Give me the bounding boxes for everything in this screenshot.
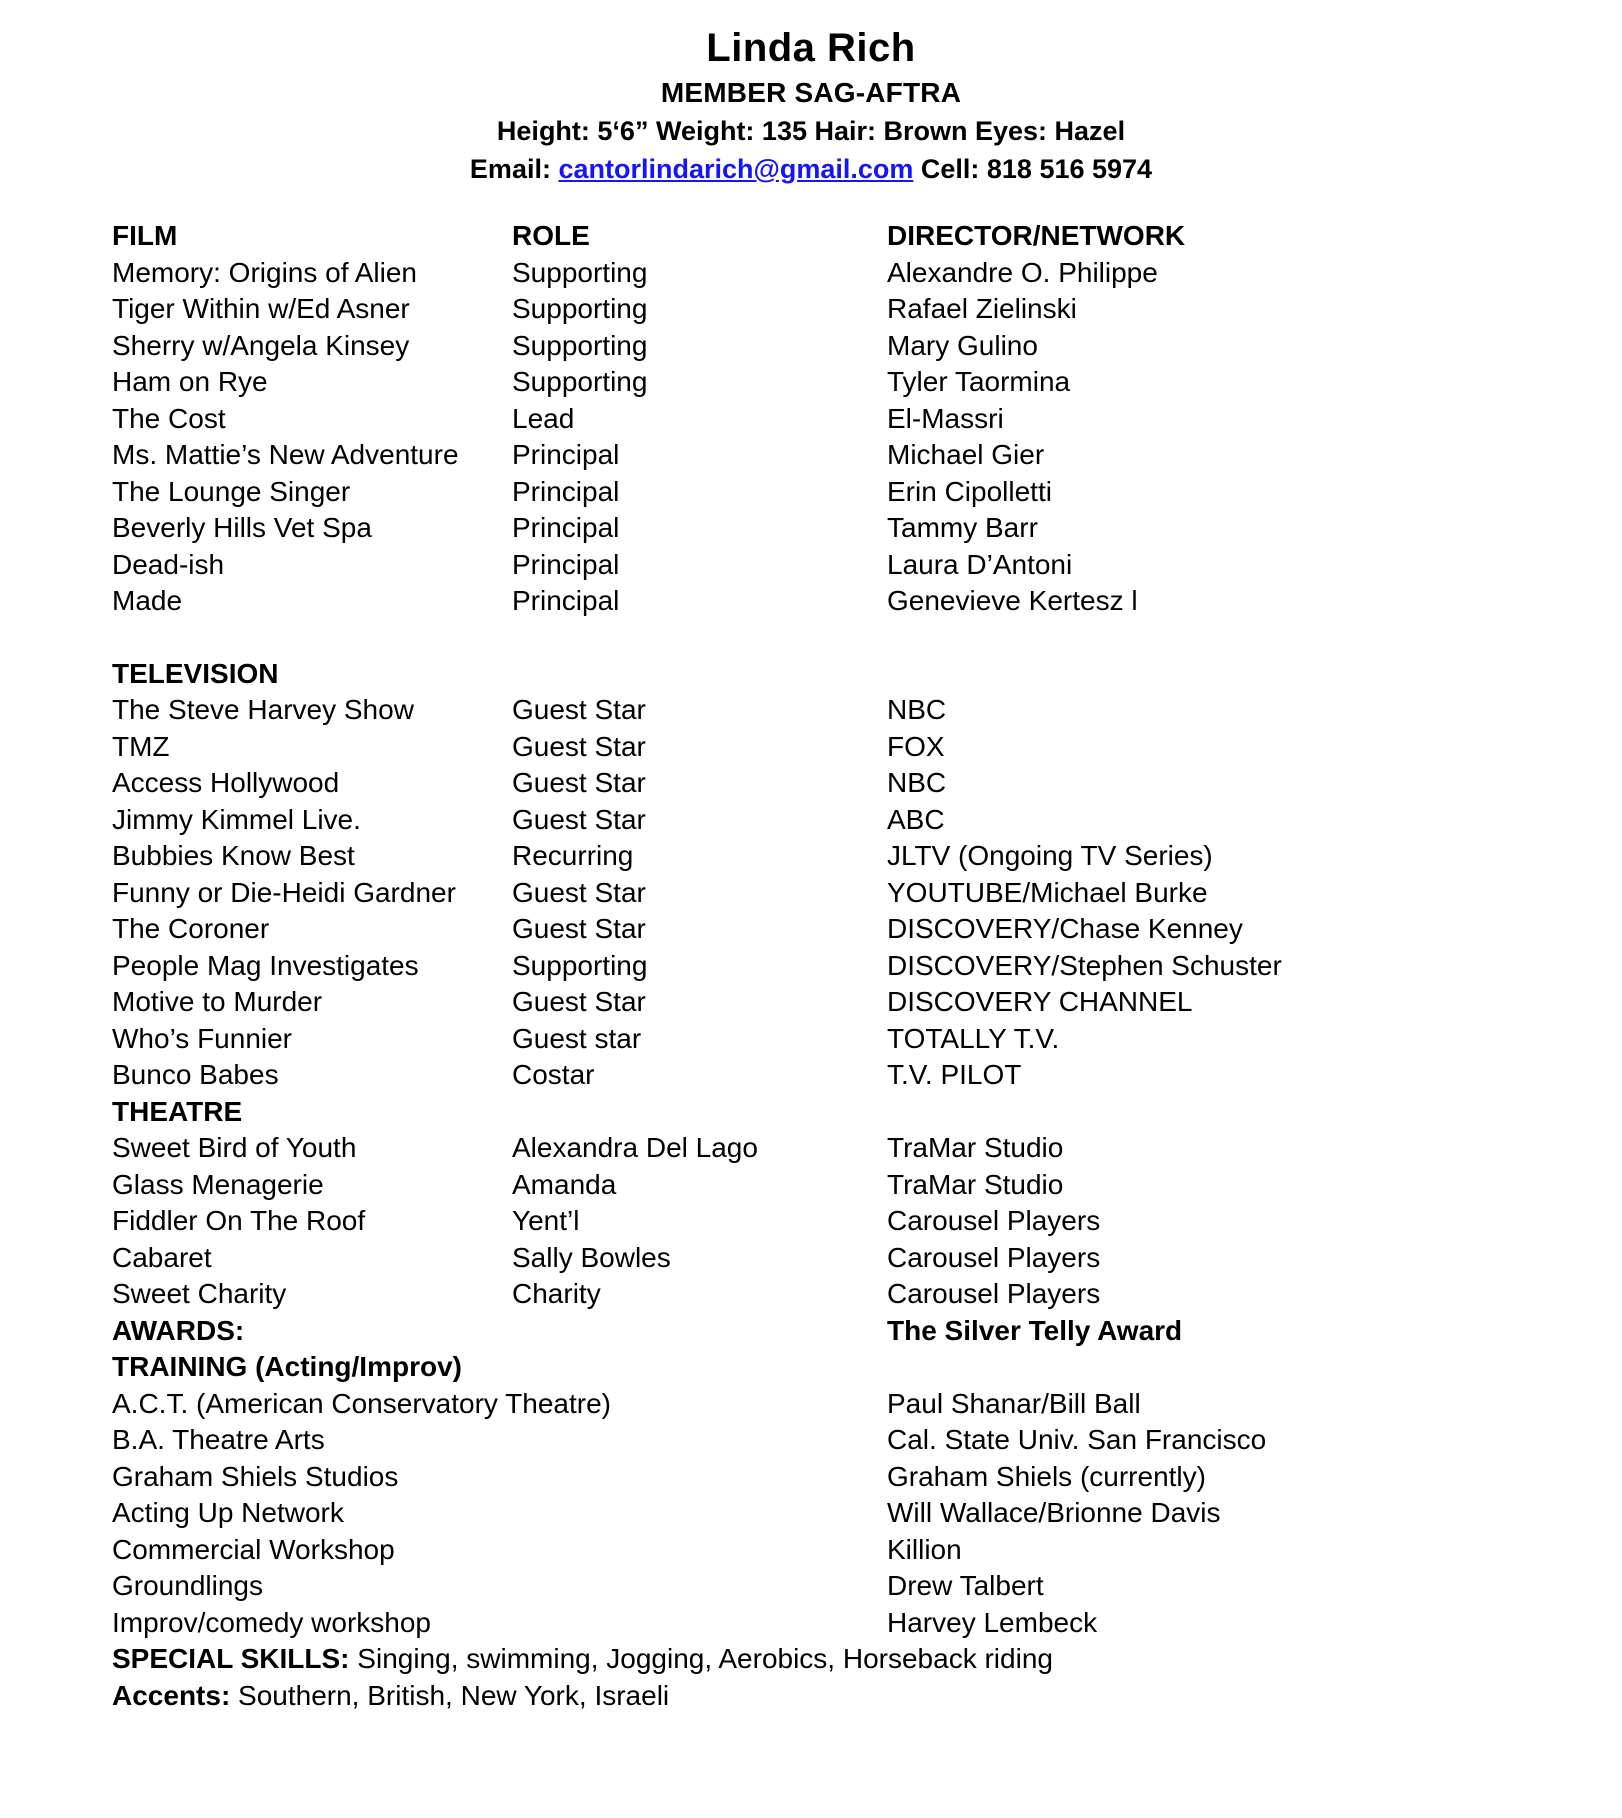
training-credit: Killion: [887, 1533, 962, 1565]
table-row: [112, 1057, 1562, 1094]
credit-network: DISCOVERY CHANNEL: [887, 986, 1193, 1017]
table-row: [112, 583, 1562, 620]
credit-title: Memory: Origins of Alien: [112, 256, 417, 288]
credit-company: TraMar Studio: [887, 1132, 1064, 1163]
credit-network: ABC: [887, 803, 945, 835]
credit-role: Guest Star: [512, 876, 646, 908]
accents-label: Accents:: [112, 1679, 231, 1711]
credit-title: Sweet Charity: [112, 1278, 287, 1309]
credit-title: The Steve Harvey Show: [112, 694, 414, 725]
credit-director: Michael Gier: [887, 439, 1045, 470]
special-skills-label: SPECIAL SKILLS:: [112, 1643, 350, 1674]
credit-network: T.V. PILOT: [887, 1059, 1022, 1090]
awards-row: [112, 1313, 1562, 1350]
credit-role: Guest Star: [512, 694, 646, 725]
credit-title: Bubbies Know Best: [112, 840, 355, 871]
credit-title: Who’s Funnier: [112, 1022, 293, 1054]
credit-role: Supporting: [512, 256, 648, 288]
credit-role: Principal: [512, 439, 620, 470]
credit-director: Alexandre O. Philippe: [887, 256, 1158, 288]
credit-title: Funny or Die-Heidi Gardner: [112, 876, 456, 908]
television-section-title: TELEVISION: [112, 657, 279, 689]
table-row: [112, 692, 1562, 729]
training-title: Commercial Workshop: [112, 1533, 395, 1565]
credit-director: El-Massri: [887, 402, 1004, 434]
credit-role: Alexandra Del Lago: [512, 1132, 758, 1163]
table-row: [112, 1276, 1562, 1313]
credit-role: Guest Star: [512, 803, 646, 835]
table-row: [112, 911, 1562, 948]
credit-role: Supporting: [512, 329, 648, 361]
credit-title: Motive to Murder: [112, 986, 323, 1017]
accents-value: Southern, British, New York, Israeli: [230, 1679, 670, 1711]
director-network-header: DIRECTOR/NETWORK: [887, 220, 1186, 251]
credit-role: Supporting: [512, 366, 648, 397]
table-row: [112, 1568, 1562, 1605]
table-row: [112, 838, 1562, 875]
training-title: Graham Shiels Studios: [112, 1460, 399, 1492]
table-row: [112, 1386, 1562, 1423]
credit-title: The Cost: [112, 402, 226, 434]
credit-role: Supporting: [512, 949, 648, 981]
table-row: [112, 875, 1562, 912]
credit-director: Tyler Taormina: [887, 366, 1071, 397]
credit-title: Beverly Hills Vet Spa: [112, 512, 372, 543]
email-link[interactable]: cantorlindarich@gmail.com: [558, 154, 914, 184]
training-spacer: [512, 1495, 887, 1532]
training-credit: Graham Shiels (currently): [887, 1460, 1206, 1492]
credit-role: Supporting: [512, 293, 648, 324]
training-spacer: [512, 1459, 887, 1496]
resume-body: [60, 218, 1562, 1714]
credit-director: Erin Cipolletti: [887, 475, 1052, 507]
special-skills-value: Singing, swimming, Jogging, Aerobics, Horseback riding: [349, 1643, 1053, 1674]
credit-director: Genevieve Kertesz l: [887, 585, 1138, 616]
training-title: Improv/comedy workshop: [112, 1606, 432, 1638]
credit-role: Sally Bowles: [512, 1241, 671, 1273]
training-spacer: [512, 1422, 887, 1459]
credit-title: Sherry w/Angela Kinsey: [112, 329, 410, 361]
training-title: B.A. Theatre Arts: [112, 1424, 325, 1455]
table-row: [112, 729, 1562, 766]
table-row: [112, 1459, 1562, 1496]
awards-spacer: [512, 1313, 887, 1350]
role-header: ROLE: [512, 220, 590, 251]
table-row: [112, 948, 1562, 985]
special-skills-line: [112, 1641, 1562, 1678]
union-membership: MEMBER SAG-AFTRA: [660, 77, 962, 108]
credit-network: DISCOVERY/Stephen Schuster: [887, 949, 1282, 981]
cell-number: Cell: 818 516 5974: [920, 154, 1153, 184]
table-row: [112, 328, 1562, 365]
table-row: [112, 547, 1562, 584]
credit-role: Lead: [512, 402, 575, 434]
table-row: [112, 1495, 1562, 1532]
credit-director: Laura D’Antoni: [887, 548, 1073, 580]
training-spacer: [512, 1386, 887, 1423]
credit-network: JLTV (Ongoing TV Series): [887, 840, 1213, 871]
table-row: [112, 291, 1562, 328]
credit-network: TOTALLY T.V.: [887, 1022, 1060, 1054]
table-row: [112, 364, 1562, 401]
awards-label: AWARDS:: [112, 1314, 245, 1346]
email-label: Email:: [469, 154, 551, 184]
credit-company: TraMar Studio: [887, 1168, 1064, 1200]
credit-director: Mary Gulino: [887, 329, 1038, 361]
table-row: [112, 474, 1562, 511]
table-row: [112, 510, 1562, 547]
training-spacer: [512, 1605, 887, 1642]
table-row: [112, 1605, 1562, 1642]
film-header: FILM: [112, 220, 178, 251]
credit-title: Cabaret: [112, 1241, 212, 1273]
credit-role: Guest star: [512, 1022, 642, 1054]
credit-role: Principal: [512, 548, 620, 580]
credit-title: The Lounge Singer: [112, 475, 351, 507]
credit-role: Principal: [512, 475, 620, 507]
credit-title: TMZ: [112, 730, 170, 762]
table-row: [112, 802, 1562, 839]
credit-title: People Mag Investigates: [112, 949, 419, 981]
table-row: [112, 984, 1562, 1021]
table-row: [112, 437, 1562, 474]
training-credit: Paul Shanar/Bill Ball: [887, 1387, 1141, 1419]
credit-director: Tammy Barr: [887, 512, 1038, 543]
accents-line: [112, 1678, 1562, 1715]
training-section-title: TRAINING (Acting/Improv): [112, 1351, 462, 1382]
credit-role: Costar: [512, 1059, 595, 1090]
training-credit: Will Wallace/Brionne Davis: [887, 1497, 1221, 1528]
credit-title: Tiger Within w/Ed Asner: [112, 293, 410, 324]
table-row: [112, 1021, 1562, 1058]
training-credit: Drew Talbert: [887, 1570, 1044, 1601]
training-title: A.C.T. (American Conservatory Theatre): [112, 1387, 611, 1419]
credit-role: Principal: [512, 585, 620, 616]
credit-director: Rafael Zielinski: [887, 293, 1077, 324]
table-row: [112, 1532, 1562, 1569]
credit-title: Glass Menagerie: [112, 1168, 324, 1200]
credit-role: Yent’l: [512, 1205, 580, 1236]
table-row: [112, 1130, 1562, 1167]
credit-network: NBC: [887, 694, 947, 725]
training-credit: Harvey Lembeck: [887, 1606, 1098, 1638]
credit-role: Amanda: [512, 1168, 617, 1200]
credit-network: NBC: [887, 767, 947, 798]
credit-network: DISCOVERY/Chase Kenney: [887, 913, 1243, 944]
page-title: Linda Rich: [706, 26, 916, 70]
credit-title: Bunco Babes: [112, 1059, 279, 1090]
credit-title: Dead-ish: [112, 548, 225, 580]
resume-header: [60, 22, 1562, 188]
credit-company: Carousel Players: [887, 1278, 1101, 1309]
table-row: [112, 1167, 1562, 1204]
film-column-headers: [112, 218, 1562, 255]
table-row: [112, 1240, 1562, 1277]
credit-title: Sweet Bird of Youth: [112, 1132, 357, 1163]
credit-title: The Coroner: [112, 913, 270, 944]
credit-network: YOUTUBE/Michael Burke: [887, 876, 1208, 908]
credit-company: Carousel Players: [887, 1205, 1101, 1236]
credit-title: Jimmy Kimmel Live.: [112, 803, 361, 835]
awards-value: The Silver Telly Award: [887, 1314, 1183, 1346]
credit-role: Recurring: [512, 840, 634, 871]
credit-title: Ham on Rye: [112, 366, 268, 397]
credit-role: Principal: [512, 512, 620, 543]
training-credit: Cal. State Univ. San Francisco: [887, 1424, 1267, 1455]
training-title: Groundlings: [112, 1570, 263, 1601]
credit-title: Made: [112, 585, 183, 616]
training-spacer: [512, 1532, 887, 1569]
credit-title: Fiddler On The Roof: [112, 1205, 366, 1236]
section-spacer: [112, 620, 1562, 656]
table-row: [112, 1422, 1562, 1459]
table-row: [112, 255, 1562, 292]
credit-network: FOX: [887, 730, 945, 762]
credit-title: Ms. Mattie’s New Adventure: [112, 439, 459, 470]
theatre-section-title: THEATRE: [112, 1095, 243, 1127]
credit-role: Guest Star: [512, 767, 646, 798]
credit-role: Guest Star: [512, 986, 646, 1017]
table-row: [112, 1203, 1562, 1240]
training-spacer: [512, 1568, 887, 1605]
credit-role: Charity: [512, 1278, 601, 1309]
credit-role: Guest Star: [512, 913, 646, 944]
contact-line: [60, 150, 1562, 188]
credit-title: Access Hollywood: [112, 767, 340, 798]
training-title: Acting Up Network: [112, 1497, 344, 1528]
table-row: [112, 401, 1562, 438]
credit-role: Guest Star: [512, 730, 646, 762]
credit-company: Carousel Players: [887, 1241, 1101, 1273]
physical-stats: Height: 5‘6” Weight: 135 Hair: Brown Eyes: Hazel: [496, 116, 1126, 146]
table-row: [112, 765, 1562, 802]
